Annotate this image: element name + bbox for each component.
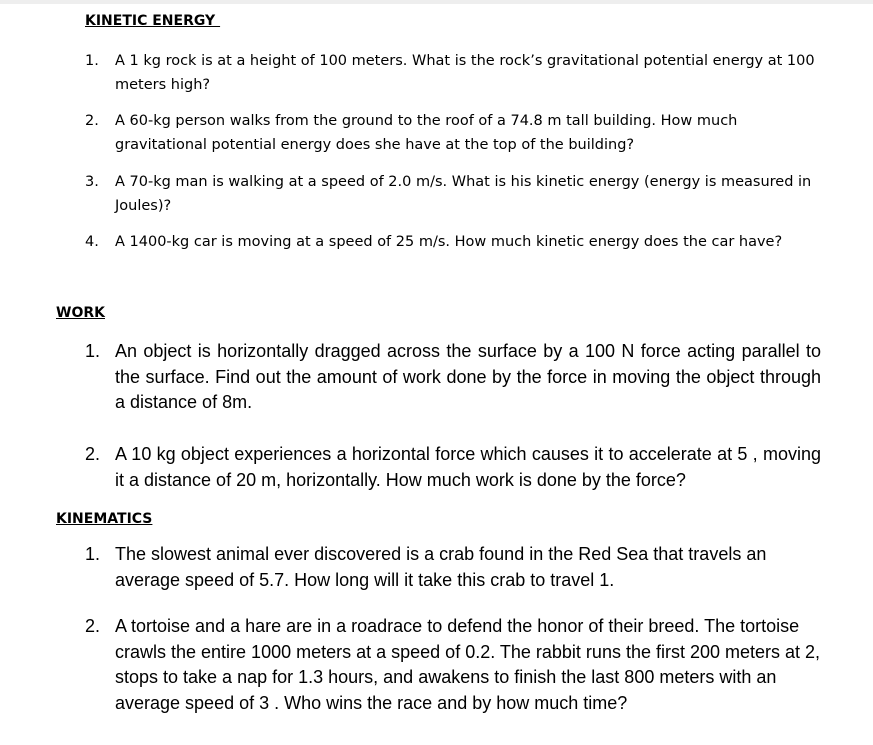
question-number: 2. — [85, 444, 101, 464]
question-number: 3. — [85, 174, 99, 190]
kinematics-heading: KINEMATICS — [56, 511, 153, 527]
work-heading: WORK — [56, 305, 105, 321]
question-number: 2. — [85, 616, 101, 636]
top-edge-rule — [0, 0, 873, 4]
question-number: 1. — [85, 53, 99, 69]
question-text: A 60-kg person walks from the ground to the roof of a 74.8 m tall building. How much gravitational potential energy does she have at the top of the building? — [115, 113, 738, 153]
question-number: 2. — [85, 113, 99, 129]
question-text: A 1400-kg car is moving at a speed of 25 m/s. How much kinetic energy does the car have? — [115, 234, 783, 250]
question-text: The slowest animal ever discovered is a crab found in the Red Sea that travels an average speed of 5.7. How long will it take this crab to travel 1. — [115, 544, 767, 590]
question-text: An object is horizontally dragged across the surface by a 100 N force acting parallel to the surface. Find out the amount of work done by the force in moving the object through a distance of 8m. — [115, 341, 821, 412]
question-text: A 1 kg rock is at a height of 100 meters. What is the rock’s gravitational potential energy at 100 meters high? — [115, 53, 815, 93]
question-number: 1. — [85, 544, 101, 564]
question-text: A 10 kg object experiences a horizontal force which causes it to accelerate at 5 , moving it a distance of 20 m, horizontally. How much work is done by the force? — [115, 444, 821, 490]
question-text: A 70-kg man is walking at a speed of 2.0 m/s. What is his kinetic energy (energy is measured in Joules)? — [115, 174, 812, 214]
question-number: 4. — [85, 234, 99, 250]
question-number: 1. — [85, 341, 101, 361]
question-text: A tortoise and a hare are in a roadrace to defend the honor of their breed. The tortoise crawls the entire 1000 meters at a speed of 0.2. The rabbit runs the first 200 meters at 2, stops to take a nap for 1.3 hours, and awakens to finish the last 800 meters with an average speed of 3 . Who wins the race and by how much time? — [115, 616, 821, 713]
kinetic-energy-heading: KINETIC ENERGY — [85, 13, 221, 29]
